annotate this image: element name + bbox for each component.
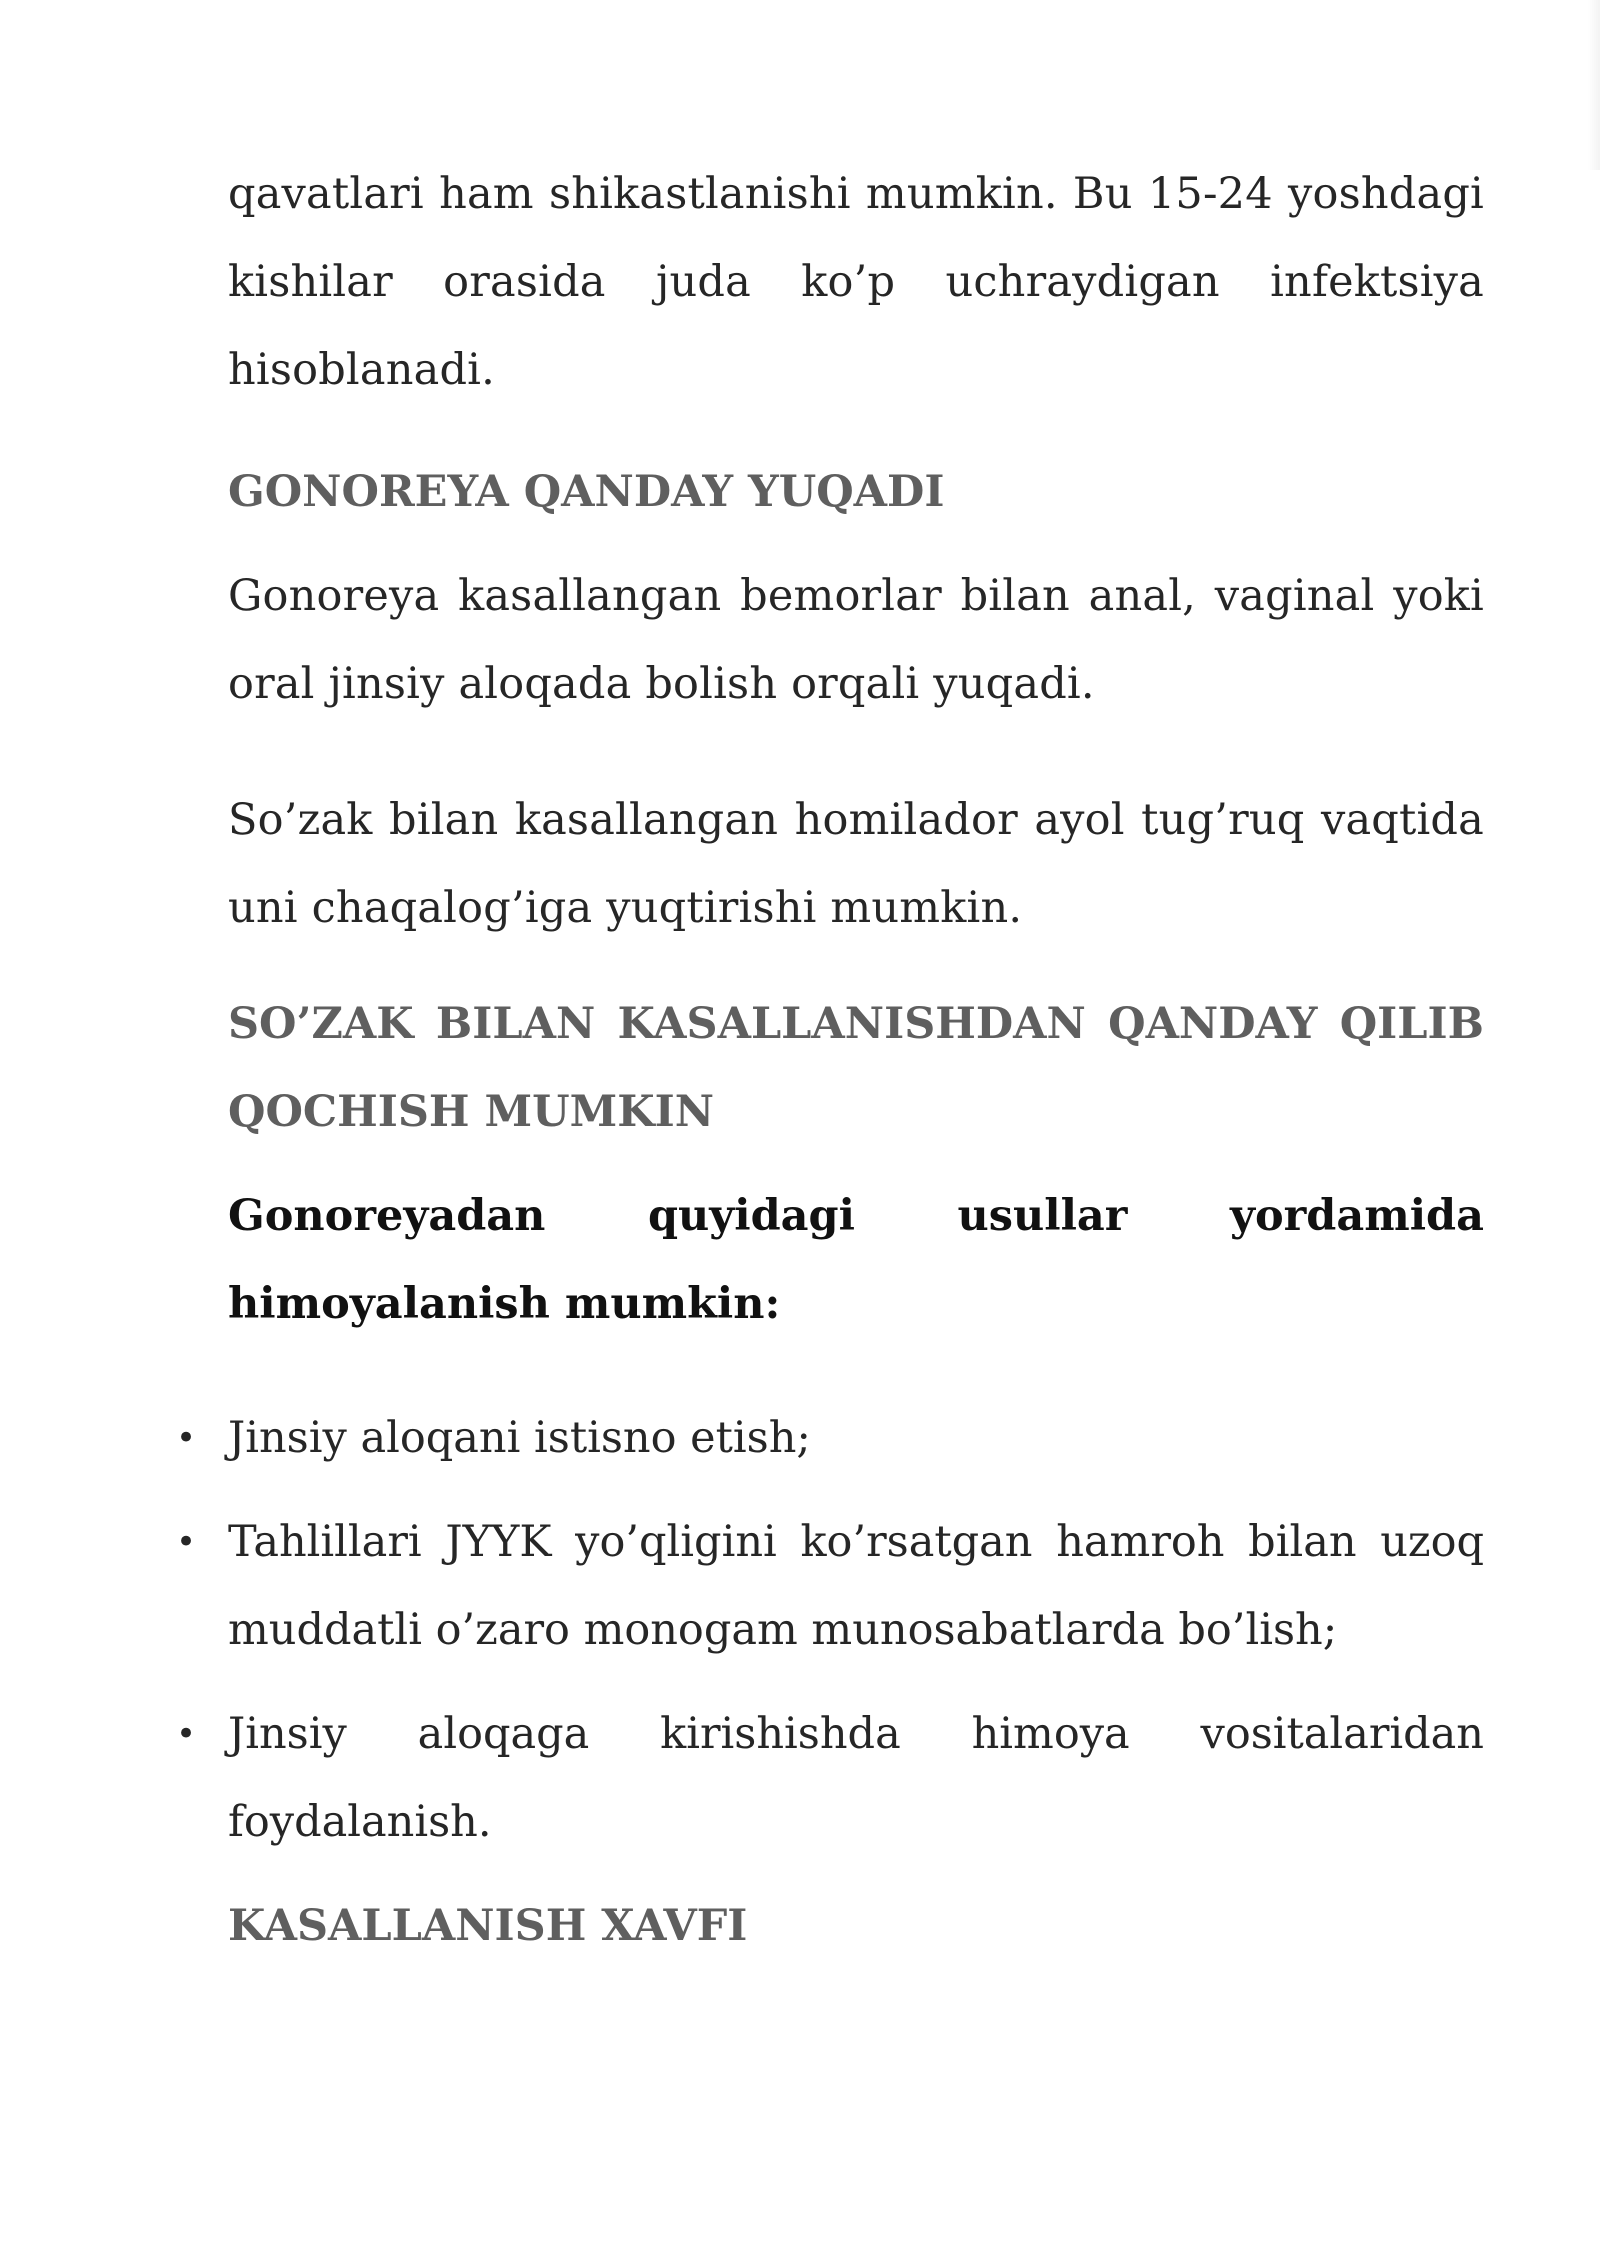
list-item (176, 1498, 1484, 1674)
bullet-icon: • (176, 1522, 197, 1562)
list-item (176, 1394, 1484, 1482)
prevention-lead: Gonoreyadan quyidagi usullar yordamida himoyalanish mumkin: (228, 1191, 1484, 1329)
list-item-text: Tahlillari JYYK yo’qligini ko’rsatgan hamroh bilan uzoq muddatli o’zaro monogam munosabatlarda bo’lish; (228, 1517, 1484, 1655)
transmission-paragraph-2: So’zak bilan kasallangan homilador ayol tug’ruq vaqtida uni chaqalog’iga yuqtirishi mumkin. (228, 795, 1484, 933)
list-item-text: Jinsiy aloqani istisno etish; (228, 1413, 811, 1463)
document-body (176, 150, 1484, 1970)
heading-risk: KASALLANISH XAVFI (228, 1901, 748, 1951)
list-item (176, 1690, 1484, 1866)
intro-paragraph: qavatlari ham shikastlanishi mumkin. Bu 15-24 yoshdagi kishilar orasida juda ko’p uchraydigan infektsiya hisoblanadi. (228, 169, 1484, 395)
heading-transmission: GONOREYA QANDAY YUQADI (228, 467, 945, 517)
prevention-list (176, 1394, 1484, 1866)
page-edge-shadow (1588, 0, 1600, 170)
bullet-icon: • (176, 1714, 197, 1754)
list-item-text: Jinsiy aloqaga kirishishda himoya vositalaridan foydalanish. (228, 1709, 1484, 1847)
transmission-paragraph-1: Gonoreya kasallangan bemorlar bilan anal, vaginal yoki oral jinsiy aloqada bolish orqali yuqadi. (228, 571, 1484, 709)
heading-prevention: SO’ZAK BILAN KASALLANISHDAN QANDAY QILIB QOCHISH MUMKIN (228, 999, 1484, 1137)
bullet-icon: • (176, 1418, 197, 1458)
